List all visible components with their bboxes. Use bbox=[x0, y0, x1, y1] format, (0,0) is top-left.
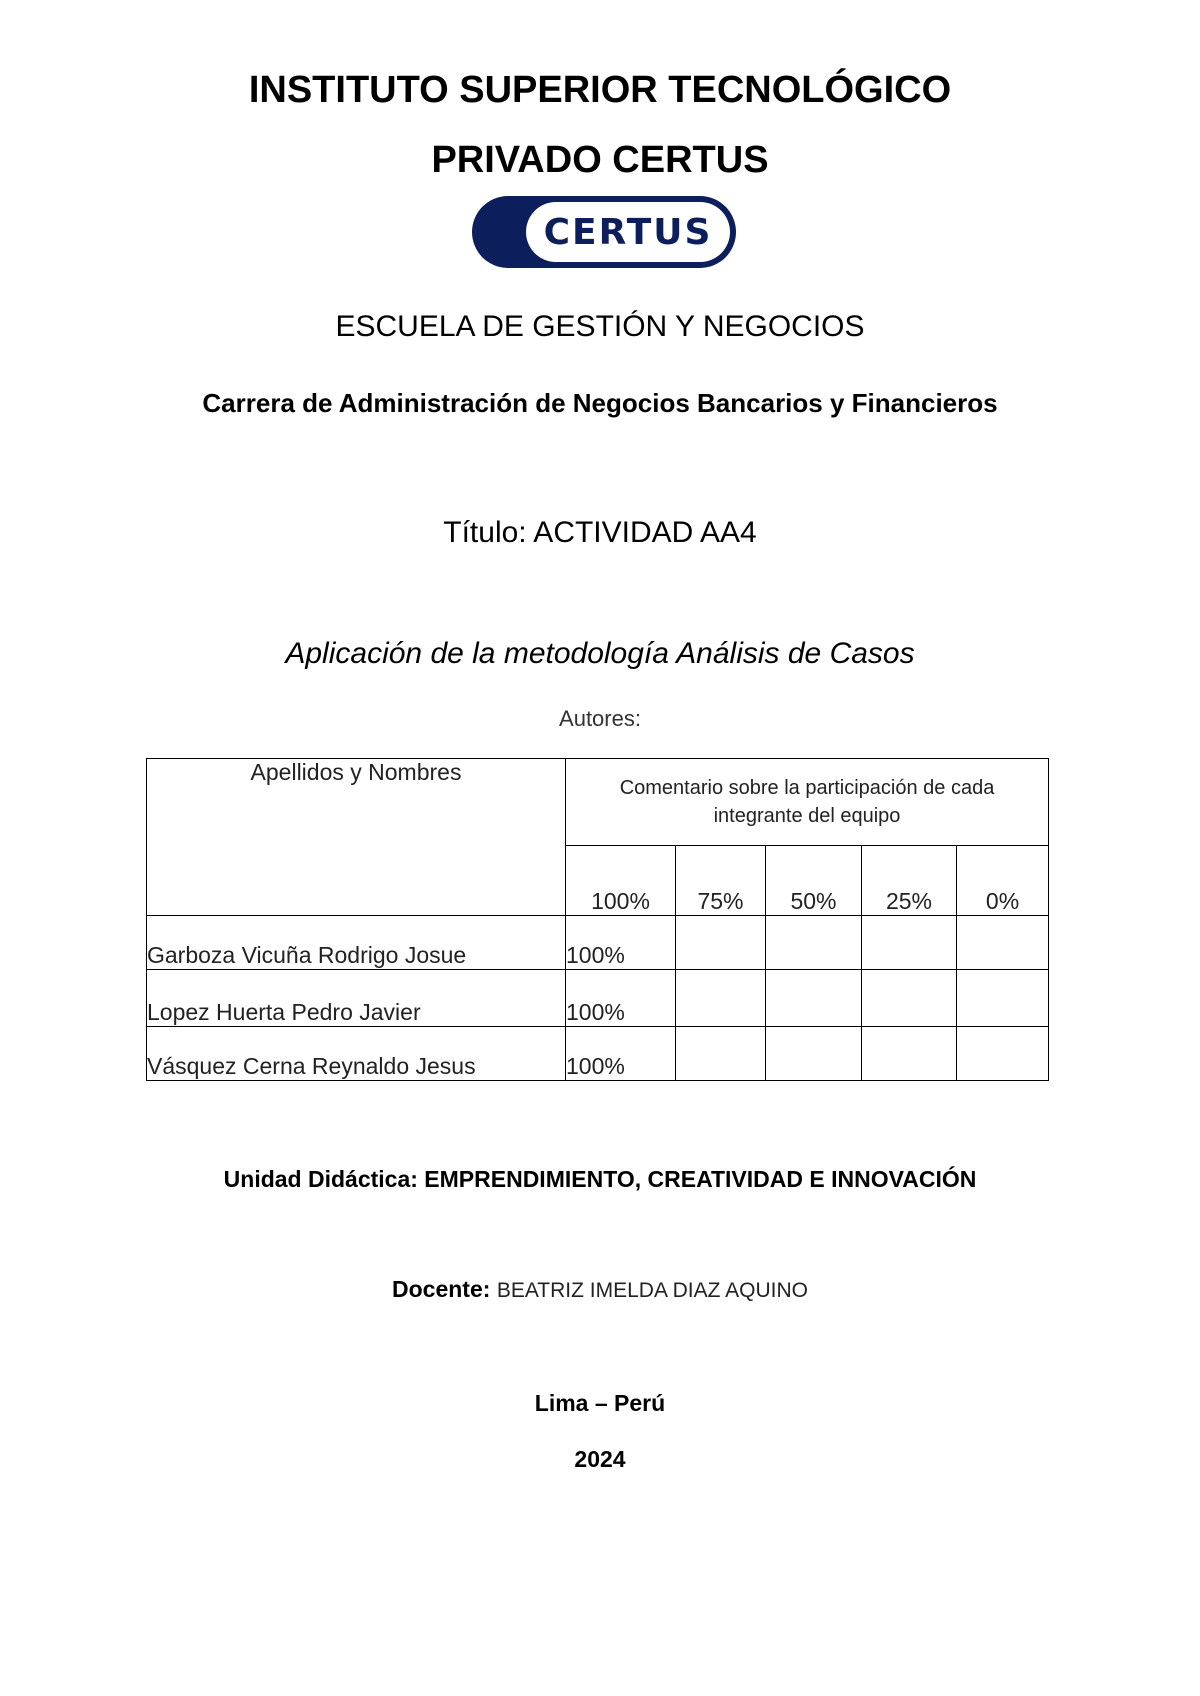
table-row bbox=[147, 916, 1049, 970]
table-row bbox=[147, 970, 1049, 1027]
institute-name-line1: INSTITUTO SUPERIOR TECNOLÓGICO bbox=[248, 69, 952, 111]
member-name: Lopez Huerta Pedro Javier bbox=[147, 970, 566, 1027]
empty-cell bbox=[957, 916, 1049, 970]
teacher-label: Docente: bbox=[392, 1276, 491, 1302]
year: 2024 bbox=[574, 1446, 626, 1472]
empty-cell bbox=[676, 970, 766, 1027]
empty-cell bbox=[766, 916, 862, 970]
member-participation: 100% bbox=[566, 970, 676, 1027]
table-row bbox=[147, 1027, 1049, 1081]
empty-cell bbox=[862, 970, 957, 1027]
percent-header-50: 50% bbox=[766, 846, 862, 916]
empty-cell bbox=[766, 970, 862, 1027]
certus-logo bbox=[470, 194, 738, 270]
empty-cell bbox=[676, 1027, 766, 1081]
percent-header-100: 100% bbox=[566, 846, 676, 916]
empty-cell bbox=[862, 1027, 957, 1081]
teacher-name: BEATRIZ IMELDA DIAZ AQUINO bbox=[496, 1279, 808, 1302]
document-title: Título: ACTIVIDAD AA4 bbox=[443, 516, 757, 549]
percent-header-75: 75% bbox=[676, 846, 766, 916]
comment-column-header bbox=[566, 759, 1049, 846]
document-subtitle: Aplicación de la metodología Análisis de Casos bbox=[285, 637, 915, 670]
percent-header-25: 25% bbox=[862, 846, 957, 916]
authors-label: Autores: bbox=[559, 706, 641, 731]
empty-cell bbox=[676, 916, 766, 970]
member-participation: 100% bbox=[566, 1027, 676, 1081]
empty-cell bbox=[862, 916, 957, 970]
place: Lima – Perú bbox=[534, 1390, 666, 1416]
member-name: Garboza Vicuña Rodrigo Josue bbox=[147, 916, 566, 970]
career-name: Carrera de Administración de Negocios Bancarios y Financieros bbox=[202, 388, 998, 418]
comment-header-text: Comentario sobre la participación de cada integrante del equipo bbox=[619, 777, 995, 828]
member-participation: 100% bbox=[566, 916, 676, 970]
name-column-header: Apellidos y Nombres bbox=[147, 759, 566, 916]
percent-header-0: 0% bbox=[957, 846, 1049, 916]
team-participation-table bbox=[146, 758, 1049, 1081]
logo-wordmark: CERTUS bbox=[543, 212, 713, 253]
empty-cell bbox=[766, 1027, 862, 1081]
empty-cell bbox=[957, 970, 1049, 1027]
didactic-unit: Unidad Didáctica: EMPRENDIMIENTO, CREATIVIDAD E INNOVACIÓN bbox=[223, 1166, 977, 1192]
school-name: ESCUELA DE GESTIÓN Y NEGOCIOS bbox=[335, 310, 865, 343]
member-name: Vásquez Cerna Reynaldo Jesus bbox=[147, 1027, 566, 1081]
institute-name-line2: PRIVADO CERTUS bbox=[431, 139, 769, 181]
teacher-line bbox=[0, 1276, 1200, 1303]
empty-cell bbox=[957, 1027, 1049, 1081]
